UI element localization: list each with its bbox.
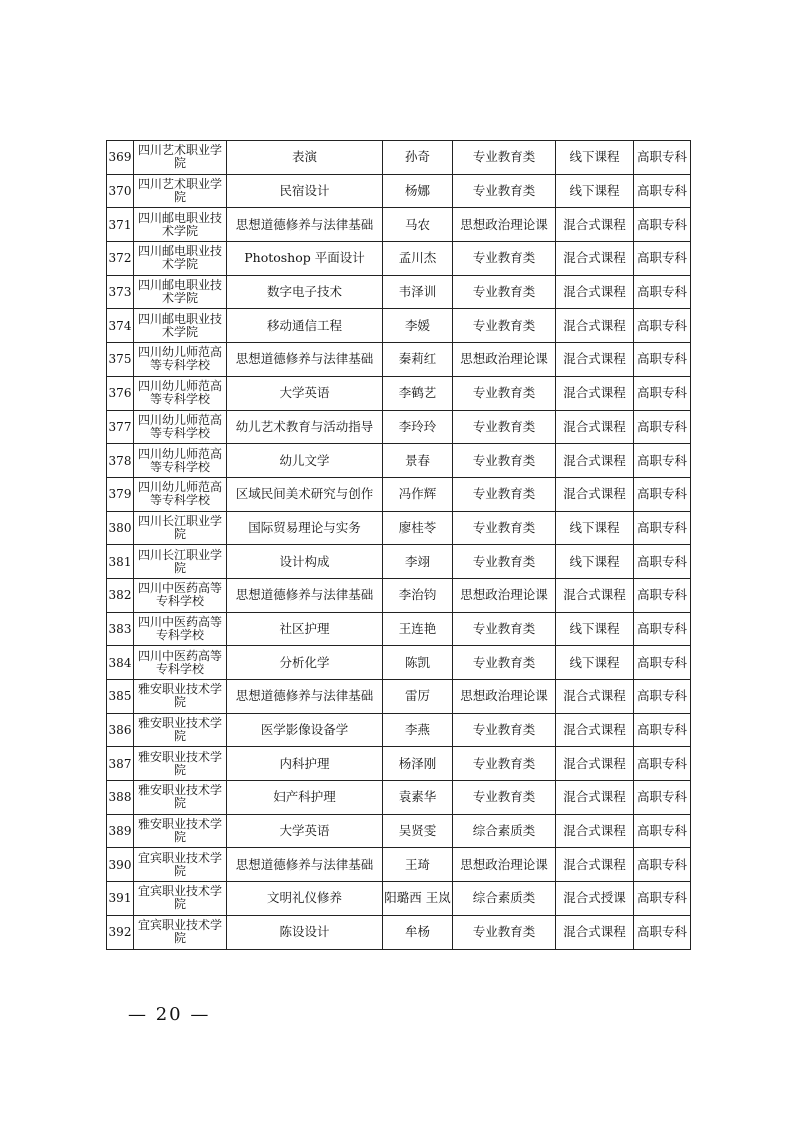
- cell-course: 文明礼仪修养: [227, 882, 383, 916]
- cell-course: 社区护理: [227, 612, 383, 646]
- cell-level: 高职专科: [634, 242, 691, 276]
- table-row: [107, 814, 691, 848]
- cell-school: 四川艺术职业学院: [134, 174, 227, 208]
- cell-level: 高职专科: [634, 444, 691, 478]
- cell-level: 高职专科: [634, 848, 691, 882]
- cell-mode: 混合式课程: [556, 713, 634, 747]
- cell-mode: 混合式课程: [556, 376, 634, 410]
- cell-level: 高职专科: [634, 545, 691, 579]
- table-row: [107, 747, 691, 781]
- cell-course: Photoshop 平面设计: [227, 242, 383, 276]
- cell-teacher: 牟杨: [383, 915, 453, 949]
- cell-teacher: 杨泽刚: [383, 747, 453, 781]
- cell-mode: 混合式课程: [556, 444, 634, 478]
- cell-mode: 线下课程: [556, 141, 634, 175]
- cell-course: 内科护理: [227, 747, 383, 781]
- cell-teacher: 孙奇: [383, 141, 453, 175]
- table-row: [107, 444, 691, 478]
- table-row: [107, 174, 691, 208]
- cell-level: 高职专科: [634, 882, 691, 916]
- cell-teacher: 杨娜: [383, 174, 453, 208]
- cell-teacher: 马农: [383, 208, 453, 242]
- cell-school: 宜宾职业技术学院: [134, 915, 227, 949]
- cell-teacher: 韦泽训: [383, 275, 453, 309]
- course-table: [106, 140, 691, 950]
- table-row: [107, 511, 691, 545]
- cell-category: 综合素质类: [453, 882, 556, 916]
- cell-teacher: 王琦: [383, 848, 453, 882]
- cell-category: 专业教育类: [453, 174, 556, 208]
- cell-index: 389: [107, 814, 134, 848]
- table-body: [107, 141, 691, 950]
- cell-school: 四川邮电职业技术学院: [134, 208, 227, 242]
- table-row: [107, 646, 691, 680]
- cell-category: 专业教育类: [453, 410, 556, 444]
- cell-mode: 混合式授课: [556, 882, 634, 916]
- cell-mode: 混合式课程: [556, 915, 634, 949]
- cell-category: 思想政治理论课: [453, 848, 556, 882]
- cell-index: 383: [107, 612, 134, 646]
- cell-school: 四川幼儿师范高等专科学校: [134, 376, 227, 410]
- cell-index: 382: [107, 578, 134, 612]
- cell-category: 思想政治理论课: [453, 680, 556, 714]
- cell-category: 专业教育类: [453, 309, 556, 343]
- cell-school: 四川长江职业学院: [134, 511, 227, 545]
- cell-level: 高职专科: [634, 680, 691, 714]
- cell-category: 专业教育类: [453, 915, 556, 949]
- cell-mode: 混合式课程: [556, 781, 634, 815]
- table-row: [107, 578, 691, 612]
- cell-category: 专业教育类: [453, 747, 556, 781]
- cell-index: 390: [107, 848, 134, 882]
- cell-index: 373: [107, 275, 134, 309]
- table-row: [107, 343, 691, 377]
- cell-index: 388: [107, 781, 134, 815]
- table-row: [107, 309, 691, 343]
- cell-course: 大学英语: [227, 814, 383, 848]
- cell-category: 专业教育类: [453, 376, 556, 410]
- page-number: — 20 —: [128, 1004, 211, 1025]
- cell-teacher: 李媛: [383, 309, 453, 343]
- cell-level: 高职专科: [634, 309, 691, 343]
- cell-index: 387: [107, 747, 134, 781]
- cell-school: 四川中医药高等专科学校: [134, 612, 227, 646]
- cell-index: 374: [107, 309, 134, 343]
- cell-school: 宜宾职业技术学院: [134, 848, 227, 882]
- cell-index: 379: [107, 477, 134, 511]
- cell-mode: 混合式课程: [556, 410, 634, 444]
- cell-school: 四川邮电职业技术学院: [134, 275, 227, 309]
- cell-mode: 混合式课程: [556, 578, 634, 612]
- cell-mode: 混合式课程: [556, 275, 634, 309]
- cell-school: 四川中医药高等专科学校: [134, 578, 227, 612]
- cell-level: 高职专科: [634, 141, 691, 175]
- cell-course: 区域民间美术研究与创作: [227, 477, 383, 511]
- cell-index: 386: [107, 713, 134, 747]
- cell-school: 雅安职业技术学院: [134, 713, 227, 747]
- table-row: [107, 376, 691, 410]
- cell-mode: 混合式课程: [556, 848, 634, 882]
- table-row: [107, 781, 691, 815]
- cell-category: 思想政治理论课: [453, 208, 556, 242]
- cell-mode: 线下课程: [556, 511, 634, 545]
- cell-level: 高职专科: [634, 713, 691, 747]
- cell-level: 高职专科: [634, 477, 691, 511]
- cell-teacher: 孟川杰: [383, 242, 453, 276]
- cell-mode: 线下课程: [556, 646, 634, 680]
- cell-category: 专业教育类: [453, 612, 556, 646]
- table-row: [107, 848, 691, 882]
- cell-category: 专业教育类: [453, 545, 556, 579]
- cell-teacher: 李玲玲: [383, 410, 453, 444]
- cell-teacher: 王连艳: [383, 612, 453, 646]
- cell-teacher: 雷厉: [383, 680, 453, 714]
- cell-course: 移动通信工程: [227, 309, 383, 343]
- table-row: [107, 208, 691, 242]
- cell-index: 381: [107, 545, 134, 579]
- cell-teacher: 秦莉红: [383, 343, 453, 377]
- cell-teacher: 李燕: [383, 713, 453, 747]
- cell-course: 思想道德修养与法律基础: [227, 680, 383, 714]
- cell-level: 高职专科: [634, 747, 691, 781]
- table-row: [107, 275, 691, 309]
- cell-index: 377: [107, 410, 134, 444]
- cell-school: 雅安职业技术学院: [134, 814, 227, 848]
- cell-category: 专业教育类: [453, 511, 556, 545]
- cell-index: 392: [107, 915, 134, 949]
- cell-course: 思想道德修养与法律基础: [227, 578, 383, 612]
- cell-level: 高职专科: [634, 511, 691, 545]
- cell-school: 四川中医药高等专科学校: [134, 646, 227, 680]
- cell-mode: 混合式课程: [556, 747, 634, 781]
- cell-mode: 混合式课程: [556, 477, 634, 511]
- table-row: [107, 242, 691, 276]
- cell-school: 雅安职业技术学院: [134, 781, 227, 815]
- cell-level: 高职专科: [634, 915, 691, 949]
- cell-level: 高职专科: [634, 174, 691, 208]
- cell-course: 幼儿艺术教育与活动指导: [227, 410, 383, 444]
- table-row: [107, 915, 691, 949]
- cell-mode: 线下课程: [556, 174, 634, 208]
- cell-teacher: 吴贤雯: [383, 814, 453, 848]
- cell-index: 370: [107, 174, 134, 208]
- cell-level: 高职专科: [634, 376, 691, 410]
- cell-level: 高职专科: [634, 578, 691, 612]
- table-row: [107, 141, 691, 175]
- cell-school: 四川幼儿师范高等专科学校: [134, 477, 227, 511]
- cell-school: 四川邮电职业技术学院: [134, 242, 227, 276]
- cell-course: 国际贸易理论与实务: [227, 511, 383, 545]
- cell-teacher: 陈凯: [383, 646, 453, 680]
- cell-school: 雅安职业技术学院: [134, 680, 227, 714]
- cell-course: 分析化学: [227, 646, 383, 680]
- cell-teacher: 李治钧: [383, 578, 453, 612]
- cell-mode: 混合式课程: [556, 814, 634, 848]
- cell-level: 高职专科: [634, 646, 691, 680]
- table-row: [107, 612, 691, 646]
- cell-category: 专业教育类: [453, 275, 556, 309]
- cell-course: 思想道德修养与法律基础: [227, 848, 383, 882]
- cell-school: 四川艺术职业学院: [134, 141, 227, 175]
- cell-mode: 混合式课程: [556, 343, 634, 377]
- cell-course: 民宿设计: [227, 174, 383, 208]
- cell-school: 四川幼儿师范高等专科学校: [134, 343, 227, 377]
- cell-school: 四川邮电职业技术学院: [134, 309, 227, 343]
- cell-mode: 混合式课程: [556, 208, 634, 242]
- cell-course: 思想道德修养与法律基础: [227, 343, 383, 377]
- cell-school: 四川长江职业学院: [134, 545, 227, 579]
- cell-level: 高职专科: [634, 814, 691, 848]
- cell-course: 表演: [227, 141, 383, 175]
- cell-index: 369: [107, 141, 134, 175]
- cell-teacher: 廖桂苓: [383, 511, 453, 545]
- cell-level: 高职专科: [634, 343, 691, 377]
- cell-teacher: 李鹤艺: [383, 376, 453, 410]
- cell-category: 专业教育类: [453, 646, 556, 680]
- cell-index: 376: [107, 376, 134, 410]
- cell-index: 391: [107, 882, 134, 916]
- cell-teacher: 李翊: [383, 545, 453, 579]
- cell-index: 378: [107, 444, 134, 478]
- cell-category: 专业教育类: [453, 713, 556, 747]
- table-row: [107, 882, 691, 916]
- cell-level: 高职专科: [634, 208, 691, 242]
- cell-course: 医学影像设备学: [227, 713, 383, 747]
- cell-index: 385: [107, 680, 134, 714]
- cell-course: 妇产科护理: [227, 781, 383, 815]
- cell-mode: 混合式课程: [556, 680, 634, 714]
- cell-category: 思想政治理论课: [453, 578, 556, 612]
- cell-mode: 线下课程: [556, 545, 634, 579]
- cell-index: 375: [107, 343, 134, 377]
- cell-course: 思想道德修养与法律基础: [227, 208, 383, 242]
- cell-category: 专业教育类: [453, 444, 556, 478]
- cell-course: 设计构成: [227, 545, 383, 579]
- cell-school: 宜宾职业技术学院: [134, 882, 227, 916]
- cell-index: 372: [107, 242, 134, 276]
- cell-course: 数字电子技术: [227, 275, 383, 309]
- cell-course: 大学英语: [227, 376, 383, 410]
- cell-index: 371: [107, 208, 134, 242]
- cell-category: 专业教育类: [453, 141, 556, 175]
- table-row: [107, 477, 691, 511]
- cell-school: 四川幼儿师范高等专科学校: [134, 410, 227, 444]
- cell-level: 高职专科: [634, 410, 691, 444]
- cell-teacher: 阳璐西 王岚: [383, 882, 453, 916]
- cell-mode: 混合式课程: [556, 242, 634, 276]
- cell-category: 专业教育类: [453, 242, 556, 276]
- cell-teacher: 冯作辉: [383, 477, 453, 511]
- cell-category: 思想政治理论课: [453, 343, 556, 377]
- table-row: [107, 545, 691, 579]
- cell-school: 雅安职业技术学院: [134, 747, 227, 781]
- cell-teacher: 景春: [383, 444, 453, 478]
- cell-mode: 混合式课程: [556, 309, 634, 343]
- cell-category: 综合素质类: [453, 814, 556, 848]
- cell-category: 专业教育类: [453, 477, 556, 511]
- cell-level: 高职专科: [634, 781, 691, 815]
- table-row: [107, 713, 691, 747]
- cell-level: 高职专科: [634, 275, 691, 309]
- cell-level: 高职专科: [634, 612, 691, 646]
- cell-course: 幼儿文学: [227, 444, 383, 478]
- cell-teacher: 袁素华: [383, 781, 453, 815]
- cell-mode: 线下课程: [556, 612, 634, 646]
- table-row: [107, 410, 691, 444]
- cell-school: 四川幼儿师范高等专科学校: [134, 444, 227, 478]
- cell-index: 380: [107, 511, 134, 545]
- cell-course: 陈设设计: [227, 915, 383, 949]
- cell-category: 专业教育类: [453, 781, 556, 815]
- table-row: [107, 680, 691, 714]
- cell-index: 384: [107, 646, 134, 680]
